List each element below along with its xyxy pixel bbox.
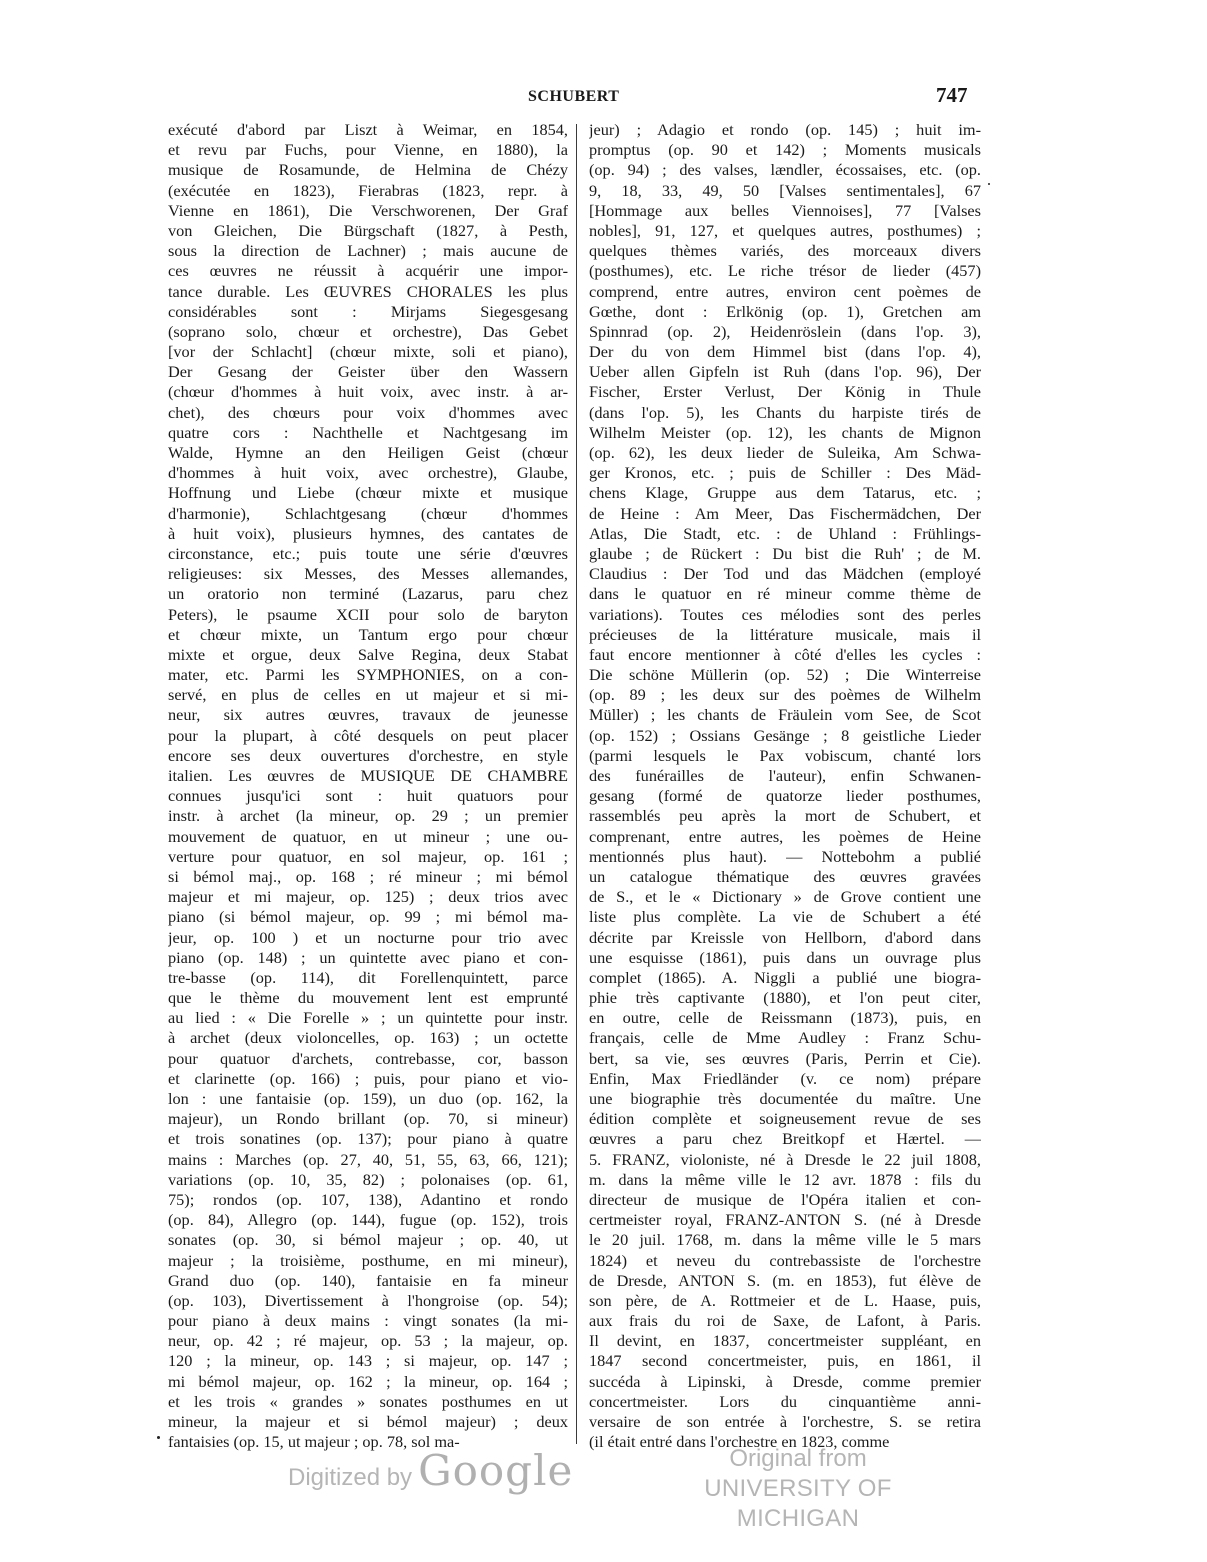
text-line: Claudius : Der Tod und das Mädchen (employé [589, 564, 981, 584]
text-line: jeur) ; Adagio et rondo (op. 145) ; huit im- [589, 120, 981, 139]
text-line: religieuses: six Messes, des Messes allemandes, [168, 564, 568, 584]
text-line: (op. 152) ; Ossians Gesänge ; 8 geistliche Lieder [589, 725, 981, 745]
text-line: édition complète et soigneusement revue de ses [589, 1109, 981, 1129]
text-line: Wilhelm Meister (op. 12), les chants de Mignon [589, 422, 981, 442]
text-line: mains : Marches (op. 27, 40, 51, 55, 63, 66, 121); [168, 1149, 568, 1169]
speck-mark [157, 1436, 160, 1439]
text-line: tre-basse (op. 114), dit Forellenquintett, parce [168, 967, 568, 987]
text-line: concertmeister. Lors du cinquantième anni- [589, 1391, 981, 1411]
text-line: pour piano à deux mains : vingt sonates (la mi- [168, 1311, 568, 1331]
text-line: liste plus complète. La vie de Schubert a été [589, 907, 981, 927]
text-line: que le thème du mouvement lent est emprunté [168, 988, 568, 1008]
text-line: à archet (deux violoncelles, op. 163) ; un octette [168, 1028, 568, 1048]
text-line: et les trois « grandes » sonates posthumes en ut [168, 1391, 568, 1411]
text-line: succéda à Lipinski, à Dresde, comme premier [589, 1371, 981, 1391]
text-line: quelques thèmes variés, des morceaux divers [589, 241, 981, 261]
text-line: (dans l'op. 5), les Chants du harpiste tirés de [589, 402, 981, 422]
text-line: Il devint, en 1837, concertmeister suppléant, en [589, 1331, 981, 1351]
text-line: français, celle de Mme Audley : Franz Schu- [589, 1028, 981, 1048]
text-line: d'hommes à huit voix, avec orchestre), Glaube, [168, 463, 568, 483]
text-line: et revu par Fuchs, pour Vienne, en 1880), la [168, 140, 568, 160]
text-line: son père, de A. Rottmeier et de L. Haase, puis, [589, 1290, 981, 1310]
text-line: Fischer, Erster Verlust, Der König in Thule [589, 382, 981, 402]
text-line: Spinnrad (op. 2), Heidenröslein (dans l'op. 3), [589, 321, 981, 341]
text-line: mineur, la majeur et si bémol majeur) ; deux [168, 1412, 568, 1431]
text-line: musique de Rosamunde, de Helmina de Chézy [168, 160, 568, 180]
text-line: sonates (op. 30, si bémol majeur ; op. 40, ut [168, 1230, 568, 1250]
text-line: des funérailles de l'auteur), enfin Schwanen- [589, 766, 981, 785]
text-line: faut encore mentionner à côté d'elles les cycles : [589, 644, 981, 664]
text-line: comprend, entre autres, environ cent poèmes de [589, 281, 981, 301]
text-line: et chœur mixte, un Tantum ergo pour chœur [168, 624, 568, 644]
text-line: [Hommage aux belles Viennoises], 77 [Valses [589, 200, 981, 220]
text-line: neur, op. 42 ; ré majeur, op. 53 ; la majeur, op. [168, 1331, 568, 1351]
text-line: chet), des chœurs pour voix d'hommes avec [168, 402, 568, 422]
text-line: et clarinette (op. 166) ; puis, pour piano et vio- [168, 1068, 568, 1088]
text-line: Atlas, Die Stadt, etc. : de Uhland : Frühlings- [589, 523, 981, 543]
text-line: Müller) ; les chants de Fräulein vom See, de Scot [589, 705, 981, 725]
text-line: lon : une fantaisie (op. 159), un duo (op. 162, la [168, 1089, 568, 1108]
text-line: (parmi lesquels le Pax vobiscum, chanté lors [589, 745, 981, 765]
text-line: pour la plupart, à côté desquels on peut placer [168, 725, 568, 745]
text-line: de S., et le « Dictionary » de Grove contient une [589, 887, 981, 907]
left-text-column [168, 120, 568, 1452]
text-line: encore ses deux ouvertures d'orchestre, en style [168, 745, 568, 765]
text-line: 75); rondos (op. 107, 138), Adantino et rondo [168, 1189, 568, 1209]
text-line: pour quatuor d'archets, contrebasse, cor, basson [168, 1048, 568, 1068]
text-line: 5. FRANZ, violoniste, né à Dresde le 22 juil 1808, [589, 1149, 981, 1169]
text-line: bert, sa vie, ses œuvres (Paris, Perrin et Cie). [589, 1048, 981, 1068]
text-line: un oratorio non terminé (Lazarus, paru chez [168, 584, 568, 604]
text-line: Enfin, Max Friedländer (v. ce nom) prépare [589, 1068, 981, 1088]
text-line: promptus (op. 90 et 142) ; Moments musicals [589, 140, 981, 160]
text-line: (chœur d'hommes à huit voix, avec instr. à ar- [168, 382, 568, 402]
text-line: [vor der Schlacht] (chœur mixte, soli et piano), [168, 342, 568, 362]
text-line: ger Kronos, etc. ; puis de Schiller : Des Mäd- [589, 463, 981, 483]
text-line: piano (si bémol majeur, op. 99 ; mi bémol ma- [168, 907, 568, 927]
text-line: ces œuvres ne réussit à acquérir une impor- [168, 261, 568, 281]
text-line: (op. 94) ; des valses, lændler, écossaises, etc. (op. [589, 160, 981, 180]
text-line: (op. 84), Allegro (op. 144), fugue (op. 152), trois [168, 1210, 568, 1230]
text-line: (soprano solo, chœur et orchestre), Das Gebet [168, 321, 568, 341]
text-line: versaire de son entrée à l'orchestre, S. se retira [589, 1412, 981, 1431]
text-line: mouvement de quatuor, en ut mineur ; une ou- [168, 826, 568, 846]
text-line: 1847 second concertmeister, puis, en 1861, il [589, 1351, 981, 1371]
text-line: majeur), un Rondo brillant (op. 70, si mineur) [168, 1109, 568, 1129]
text-line: connues jusqu'ici sont : huit quatuors pour [168, 786, 568, 806]
text-line: (il était entré dans l'orchestre en 1823, comme [589, 1432, 890, 1452]
text-line: de Heine : Am Meer, Das Fischermädchen, Der [589, 503, 981, 523]
page-number: 747 [936, 83, 968, 107]
column-divider [576, 124, 577, 1444]
text-line: chens Klage, Gruppe aus dem Tatarus, etc. ; [589, 483, 981, 503]
running-head-title: SCHUBERT [528, 88, 620, 105]
text-line: au lied : « Die Forelle » ; un quintette pour instr. [168, 1008, 568, 1028]
text-line: Gœthe, dont : Erlkönig (op. 1), Gretchen am [589, 301, 981, 321]
watermark-university: UNIVERSITY OF MICHIGAN [704, 1475, 892, 1532]
digitized-by-watermark [288, 1446, 573, 1495]
text-line: aux frais du roi de Saxe, de Lafont, à Paris. [589, 1311, 981, 1331]
text-line: complet (1865). A. Niggli a publié une biogra- [589, 967, 981, 987]
text-line: instr. à archet (la mineur, op. 29 ; un premier [168, 806, 568, 826]
text-line: dans le quatuor en ré mineur comme thème de [589, 584, 981, 604]
text-line: Der Gesang der Geister über den Wassern [168, 362, 568, 382]
text-line: une biographie très documentée du maître. Une [589, 1089, 981, 1108]
text-line: (op. 89 ; les deux sur des poèmes de Wilhelm [589, 685, 981, 705]
right-text-column [589, 120, 981, 1452]
text-line: œuvres a paru chez Breitkopf et Hærtel. — [589, 1129, 981, 1149]
text-line: m. dans la même ville le 12 avr. 1878 : fils du [589, 1169, 981, 1189]
text-line: majeur et mi majeur, op. 125) ; deux trios avec [168, 887, 568, 907]
text-line: (exécutée en 1823), Fierabras (1823, repr. à [168, 180, 568, 200]
text-line: mi bémol majeur, op. 162 ; la mineur, op. 164 ; [168, 1371, 568, 1391]
text-line: majeur ; la troisième, posthume, en mi mineur), [168, 1250, 568, 1270]
text-line: 120 ; la mineur, op. 143 ; si majeur, op. 147 ; [168, 1351, 568, 1371]
text-line: variations). Toutes ces mélodies sont des perles [589, 604, 981, 624]
text-line: Ueber allen Gipfeln ist Ruh (dans l'op. 96), Der [589, 362, 981, 382]
text-line: un catalogue thématique des œuvres gravées [589, 866, 981, 886]
text-line: von Gleichen, Die Bürgschaft (1827, à Pesth, [168, 220, 568, 240]
text-line: piano (op. 148) ; un quintette avec piano et con- [168, 947, 568, 967]
text-line: gesang (formé de quatorze lieder posthumes, [589, 786, 981, 806]
text-line: le 20 juil. 1768, m. dans la même ville le 5 mars [589, 1230, 981, 1250]
google-logo: Google [418, 1446, 574, 1495]
text-line: mentionnés plus haut). — Nottebohm a publié [589, 846, 981, 866]
text-line: certmeister royal, FRANZ-ANTON S. (né à Dresde [589, 1210, 981, 1230]
text-line: (op. 62), les deux lieder de Suleika, Am Schwa- [589, 443, 981, 462]
text-line: Der du von dem Himmel bist (dans l'op. 4), [589, 342, 981, 362]
watermark-digitized-text: Digitized by [288, 1464, 413, 1491]
text-line: servé, en plus de celles en ut majeur et si mi- [168, 685, 568, 705]
text-line: sous la direction de Lachner) ; mais aucune de [168, 241, 568, 261]
watermark-original-from: Original from [729, 1445, 867, 1472]
text-line: de Dresde, ANTON S. (m. en 1853), fut élève de [589, 1270, 981, 1290]
text-line: circonstance, etc.; puis toute une série d'œuvres [168, 543, 568, 563]
text-line: nobles], 91, 127, et quelques autres, posthumes) ; [589, 220, 981, 240]
text-line: décrite par Kreissle von Hellborn, d'abord dans [589, 927, 981, 947]
text-line: mater, etc. Parmi les SYMPHONIES, on a con- [168, 665, 568, 685]
text-line: (posthumes), etc. Le riche trésor de lieder (457) [589, 261, 981, 281]
text-line: précieuses de la littérature musicale, mais il [589, 624, 981, 644]
text-line: 9, 18, 33, 49, 50 [Valses sentimentales], 67 [589, 180, 981, 200]
text-line: directeur de musique de l'Opéra italien et con- [589, 1189, 981, 1209]
original-from-watermark [668, 1444, 928, 1534]
text-line: fantaisies (op. 15, ut majeur ; op. 78, sol ma- [168, 1432, 460, 1452]
text-line: Peters), le psaume XCII pour solo de baryton [168, 604, 568, 624]
text-line: jeur, op. 100 ) et un nocturne pour trio avec [168, 927, 568, 947]
text-line: rassemblés peu après la mort de Schubert, et [589, 806, 981, 826]
text-line: italien. Les œuvres de MUSIQUE DE CHAMBRE [168, 766, 568, 785]
text-line: (op. 103), Divertissement à l'hongroise (op. 54); [168, 1290, 568, 1310]
text-line: en outre, celle de Reissmann (1873), puis, en [589, 1008, 981, 1028]
text-line: Walde, Hymne an den Heiligen Geist (chœur [168, 443, 568, 462]
text-line: 1824) et neveu du contrebassiste de l'orchestre [589, 1250, 981, 1270]
text-line: glaube ; de Rückert : Du bist die Ruh' ; de M. [589, 543, 981, 563]
text-line: Hoffnung und Liebe (chœur mixte et musique [168, 483, 568, 503]
text-line: d'harmonie), Schlachtgesang (chœur d'hommes [168, 503, 568, 523]
text-line: Die schöne Müllerin (op. 52) ; Die Winterreise [589, 665, 981, 685]
text-line: exécuté d'abord par Liszt à Weimar, en 1854, [168, 120, 568, 139]
speck-mark [988, 183, 990, 185]
text-line: une esquisse (1861), puis dans un ouvrage plus [589, 947, 981, 967]
text-line: neur, six autres œuvres, travaux de jeunesse [168, 705, 568, 725]
text-line: si bémol maj., op. 168 ; ré mineur ; mi bémol [168, 866, 568, 886]
text-line: comprenant, entre autres, les poèmes de Heine [589, 826, 981, 846]
text-line: à huit voix), plusieurs hymnes, des cantates de [168, 523, 568, 543]
text-line: tance durable. Les ŒUVRES CHORALES les plus [168, 281, 568, 301]
text-line: variations (op. 10, 35, 82) ; polonaises (op. 61, [168, 1169, 568, 1189]
text-line: mixte et orgue, deux Salve Regina, deux Stabat [168, 644, 568, 664]
text-line: Grand duo (op. 140), fantaisie en fa mineur [168, 1270, 568, 1290]
text-line: phie très captivante (1880), et l'on peut citer, [589, 988, 981, 1008]
text-line: Vienne en 1861), Die Verschworenen, Der Graf [168, 200, 568, 220]
text-line: quatre cors : Nachthelle et Nachtgesang im [168, 422, 568, 442]
text-line: et trois sonatines (op. 137); pour piano à quatre [168, 1129, 568, 1149]
text-line: verture pour quatuor, en sol majeur, op. 161 ; [168, 846, 568, 866]
text-line: considérables sont : Mirjams Siegesgesang [168, 301, 568, 321]
